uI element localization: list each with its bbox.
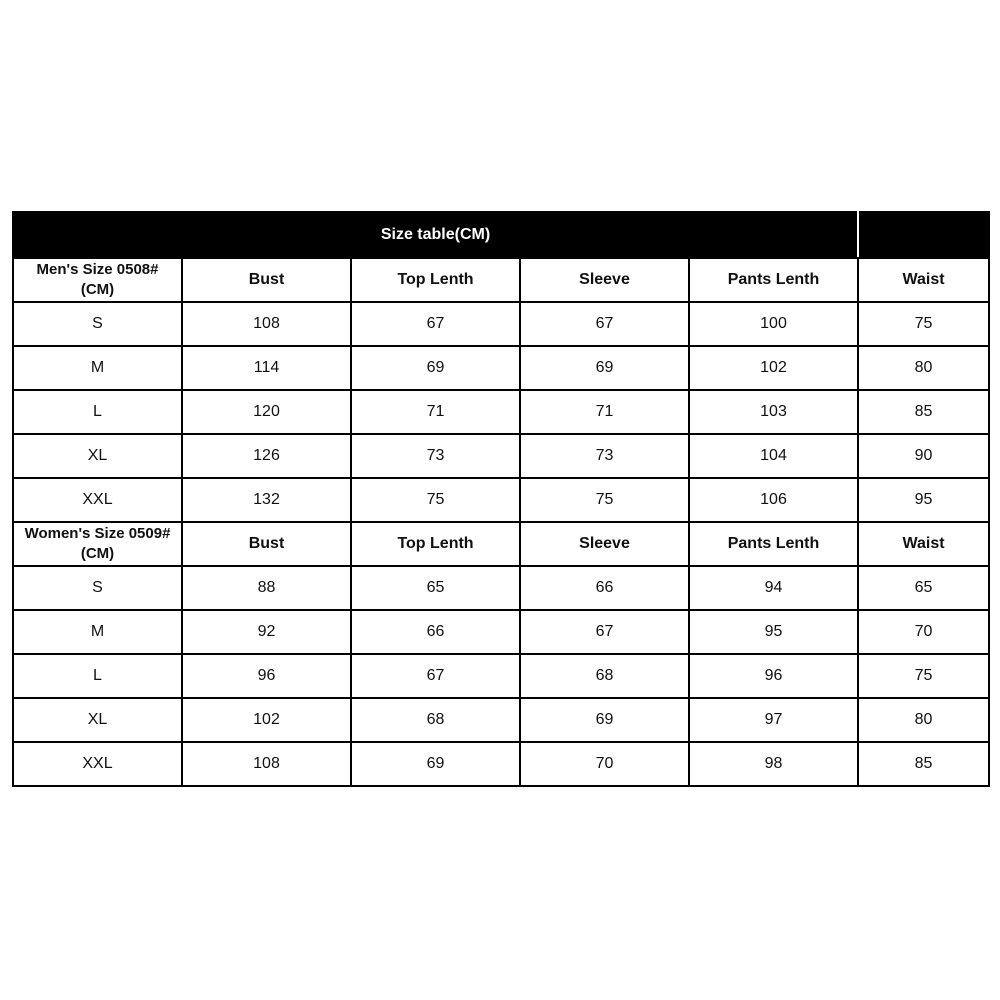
value-cell-waist: 80 [858, 346, 989, 390]
size-cell: S [13, 566, 182, 610]
table-row [13, 742, 989, 786]
value-cell-top-lenth: 71 [351, 390, 520, 434]
value-cell-sleeve: 68 [520, 654, 689, 698]
value-cell-bust: 120 [182, 390, 351, 434]
size-cell: M [13, 610, 182, 654]
value-cell-sleeve: 69 [520, 346, 689, 390]
size-cell: S [13, 302, 182, 346]
table-row [13, 566, 989, 610]
value-cell-pants-lenth: 102 [689, 346, 858, 390]
table-row [13, 346, 989, 390]
section-label-line2: (CM) [80, 281, 115, 298]
value-cell-sleeve: 73 [520, 434, 689, 478]
womens-header-row [13, 522, 989, 566]
table-row [13, 610, 989, 654]
value-cell-pants-lenth: 98 [689, 742, 858, 786]
section-label-line1: Men's Size 0508# [36, 261, 159, 278]
value-cell-sleeve: 71 [520, 390, 689, 434]
value-cell-waist: 70 [858, 610, 989, 654]
value-cell-sleeve: 66 [520, 566, 689, 610]
value-cell-sleeve: 67 [520, 302, 689, 346]
table-row [13, 478, 989, 522]
title-row [13, 212, 989, 258]
value-cell-top-lenth: 65 [351, 566, 520, 610]
value-cell-pants-lenth: 100 [689, 302, 858, 346]
column-header-pants-lenth: Pants Lenth [689, 258, 858, 302]
value-cell-sleeve: 75 [520, 478, 689, 522]
table-row [13, 654, 989, 698]
column-header-top-lenth: Top Lenth [351, 258, 520, 302]
size-cell: XL [13, 434, 182, 478]
column-header-sleeve: Sleeve [520, 522, 689, 566]
value-cell-top-lenth: 68 [351, 698, 520, 742]
value-cell-pants-lenth: 97 [689, 698, 858, 742]
size-cell: XXL [13, 742, 182, 786]
column-header-top-lenth: Top Lenth [351, 522, 520, 566]
column-header-waist: Waist [858, 258, 989, 302]
size-cell: L [13, 654, 182, 698]
value-cell-bust: 132 [182, 478, 351, 522]
value-cell-waist: 80 [858, 698, 989, 742]
value-cell-sleeve: 69 [520, 698, 689, 742]
value-cell-sleeve: 70 [520, 742, 689, 786]
value-cell-bust: 108 [182, 302, 351, 346]
section-label [13, 522, 182, 566]
value-cell-pants-lenth: 96 [689, 654, 858, 698]
value-cell-waist: 95 [858, 478, 989, 522]
value-cell-top-lenth: 69 [351, 742, 520, 786]
value-cell-pants-lenth: 95 [689, 610, 858, 654]
table-row [13, 302, 989, 346]
column-header-waist: Waist [858, 522, 989, 566]
value-cell-pants-lenth: 94 [689, 566, 858, 610]
table-row [13, 390, 989, 434]
table-row [13, 434, 989, 478]
value-cell-top-lenth: 67 [351, 654, 520, 698]
value-cell-bust: 102 [182, 698, 351, 742]
size-cell: L [13, 390, 182, 434]
value-cell-waist: 90 [858, 434, 989, 478]
value-cell-bust: 88 [182, 566, 351, 610]
column-header-sleeve: Sleeve [520, 258, 689, 302]
value-cell-top-lenth: 67 [351, 302, 520, 346]
value-cell-waist: 85 [858, 742, 989, 786]
size-cell: XXL [13, 478, 182, 522]
column-header-bust: Bust [182, 258, 351, 302]
table-row [13, 698, 989, 742]
value-cell-top-lenth: 69 [351, 346, 520, 390]
value-cell-sleeve: 67 [520, 610, 689, 654]
value-cell-pants-lenth: 106 [689, 478, 858, 522]
section-label-line2: (CM) [80, 545, 115, 562]
section-label-line1: Women's Size 0509# [24, 525, 171, 542]
value-cell-top-lenth: 75 [351, 478, 520, 522]
mens-header-row [13, 258, 989, 302]
value-cell-bust: 114 [182, 346, 351, 390]
section-label [13, 258, 182, 302]
column-header-pants-lenth: Pants Lenth [689, 522, 858, 566]
value-cell-pants-lenth: 103 [689, 390, 858, 434]
table-title: Size table(CM) [13, 212, 858, 258]
column-header-bust: Bust [182, 522, 351, 566]
value-cell-pants-lenth: 104 [689, 434, 858, 478]
size-cell: M [13, 346, 182, 390]
value-cell-top-lenth: 66 [351, 610, 520, 654]
value-cell-bust: 96 [182, 654, 351, 698]
title-spacer-cell [858, 212, 989, 258]
value-cell-bust: 108 [182, 742, 351, 786]
value-cell-waist: 85 [858, 390, 989, 434]
value-cell-waist: 75 [858, 302, 989, 346]
value-cell-bust: 126 [182, 434, 351, 478]
value-cell-top-lenth: 73 [351, 434, 520, 478]
size-cell: XL [13, 698, 182, 742]
value-cell-waist: 75 [858, 654, 989, 698]
size-table [12, 211, 990, 787]
value-cell-bust: 92 [182, 610, 351, 654]
value-cell-waist: 65 [858, 566, 989, 610]
